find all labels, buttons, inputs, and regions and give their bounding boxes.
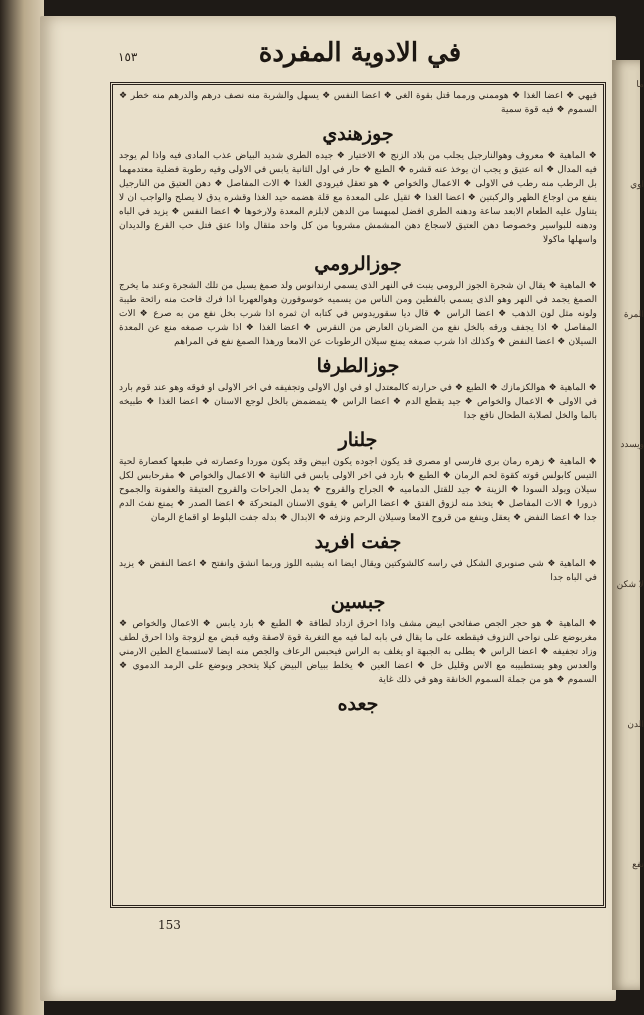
next-page-edge	[612, 60, 644, 990]
entry-juda	[119, 691, 597, 717]
next-page-fragment: اوي	[630, 180, 644, 190]
entry-text: ❖ الماهية ❖ شي صنوبري الشكل في راسه كالشوكتين ويقال ايضا انه يشبه اللوز وربما انشق وانفتح ❖ اعضا النفض ❖ يزيد في الباه جدا	[119, 558, 597, 583]
entry-jibsin	[119, 589, 597, 687]
entry-julnar	[119, 427, 597, 525]
next-page-fragment: لا شكن	[616, 580, 644, 590]
entry-heading: جوزهندي	[322, 123, 394, 145]
entry-text: ❖ الماهية ❖ هوالكزمازك ❖ الطبع ❖ في حرارته كالمعتدل او في اول الاولى وتجفيفه في اخر الاولى او فوقه وهو عند قوم بارد في الاولى ❖ الاعمال والخواص ❖ جيد يقطع الدم ❖ اعضا الراس ❖ يتمضمض بالخل لوجع الاسنان ❖ اعضا الغذا ❖ طبيخه بالما والخل لصلابة الطحال نافع جدا	[119, 382, 597, 421]
page-number-bottom: 153	[158, 918, 181, 932]
entry-heading: جوزالطرفا	[316, 355, 400, 377]
entry-text: ❖ الماهية ❖ زهره رمان بري فارسي او مصري قد يكون اجوده يكون ابيض وقد يكون موردا وعصارته في طبعها كعصارة لحية التيس كابولس قوته كقوة لحم الرمان ❖ الطبع ❖ بارد في اخر الاولى يابس في الثانية ❖ الاعمال والخواص ❖ مقرحابس لكل سيلان ويولد السودا ❖ الزينة ❖ جيد للقتل الدماميه ❖ الجراح والقروح ❖ يدمل الجراحات والقروح العتيقة والعفونة والجموح ذرورا ❖ الات المفاصل ❖ يتخذ منه لزوق الفتق ❖ اعضا الراس ❖ يقوي الاسنان المتحركة ❖ اعضا الصدر ❖ يمنع نفث الدم جدا ❖ اعضا النفض ❖ يعقل وينفع من قروح الامعا وسيلان الرحم ونزفه ❖ الابدال ❖ بدله جفت البلوط او اقماع الرمان	[119, 456, 597, 523]
entry-heading: جعده	[337, 693, 379, 715]
entry-jawz-hindi	[119, 121, 597, 247]
next-page-fragment: ما	[636, 80, 644, 90]
entry-text: ❖ الماهية ❖ معروف وهوالنارجيل يجلب من بلاد الزنج ❖ الاختيار ❖ جيده الطري شديد البياض عذب المادى فيه واذا لم يوجد فيه المدال ❖ انه عتيق و يجب ان يوخذ عنه قشره ❖ الطبع ❖ حار في اول الثانية يابس في الاولى وفيه رطوبة فضلية معتدمهما بل الرطب منه رطب في الاولى ❖ الاعمال والخواص ❖ هو تعقل فيرودي الغذا ❖ الات المفاصل ❖ دهن العتيق من النارجيل ينفع من اوجاع الظهر والركبتين ❖ اعضا الغذا ❖ ثقيل على المعدة مع قلة هضمه حيد الغذا وقشره يدق لا يصلح والواجب ان لا يتناول عليه الطعام الابعد ساعة ودهنه الطري افضل لمبهسا من الدهن لابلزم المعدة ولارخوها ❖ اعضا النفس ❖ يزيد في الباه ودهنه للبواسير وخصوصا دهن العتيق لاسجاع دهن المشمش مشروبا من كل واحد مثقال واذا عتق فتل حب القرع والديدان واسهلها ماكولا	[119, 150, 597, 245]
running-head	[120, 30, 600, 74]
entry-text: ❖ الماهية ❖ هو حجر الجص صفائحي ابيض مشف واذا احرق ازداد لطافة ❖ الطبع ❖ بارد يابس ❖ الاعمال والخواص ❖ مغربوضع على نواحي النزوف فيقطعه على ما يقال في بابه لما فيه مع التغرية قوة لاصقة وفيه قبض مع لزوجة واذا احرق لطف وزاد تجفيفه ❖ اعضا الراس ❖ يطلى به الجبهة او يغلف به الراس فيحبس الرعاف والجص منه ايضا لاستسماع الطين الارمني والعدس وهو يستطبيبه مع الاس وقليل خل ❖ اعضا العين ❖ يخلط ببياض البيض كيلا يتحجر ويوضع على الرمد الدموي ❖ السموم ❖ هو من جملة السموم الخانقة وهو في ذلك غاية	[119, 618, 597, 685]
next-page-fragment: الدن	[627, 720, 644, 730]
entry-juft-afrid	[119, 529, 597, 585]
page-title: في الادوية المفردة	[258, 38, 462, 68]
entry-heading: جوزالرومي	[314, 253, 402, 275]
next-page-fragment: نفع	[632, 860, 644, 870]
next-page-fragment: المرة	[623, 310, 644, 320]
entry-continuation	[119, 89, 597, 117]
book-spine-edge	[0, 0, 44, 1015]
next-page-fragment: ويسدد	[620, 440, 644, 450]
entry-jawz-tarfa	[119, 353, 597, 423]
entry-heading: جبسين	[330, 591, 386, 613]
entry-text: فيهي ❖ اعضا الغذا ❖ هوممني ورمما قتل بقوة الغي ❖ اعضا النفس ❖ يسهل والشربة منه نصف درهم والدرهم منه خطر ❖ السموم ❖ فيه قوة سمية	[119, 90, 597, 115]
entry-heading: جفت افريد	[314, 531, 402, 553]
text-body	[119, 89, 597, 901]
entry-heading: جلنار	[338, 429, 378, 451]
entry-text: ❖ الماهية ❖ يقال ان شجرة الجوز الرومي ينبت في النهر الذي يسمي ارندانوس ولد صمغ يسيل من تلك الشجرة وعند ما يخرج الصمغ يجمد في النهر وهو الذي يسمي بالفطين ومن الناس من يسميه خوسوفورن وهوالعهربا اذا فرك فاحت منه رائحة طيبة ولونه مثل لون الذهب ❖ اعضا الراس ❖ قال ديا سقوريدوس في كتابه ان ثمره اذا شرب بخل نفع من به صرع ❖ الات المفاصل ❖ اذا يجفف ورقه بالخل نفع من الضربان العارض من النقرس ❖ اعضا الغذا ❖ اذا شرب صمغه منع عن المعدة السيلان ❖ اعضا النفض ❖ وكذلك اذا شرب صمغه يمنع سيلان الرطوبات عن الامعا ورهذا الصمغ نفع في المراهم	[119, 280, 597, 347]
entry-jawz-rumi	[119, 251, 597, 349]
page-number-top: ١٥٣	[118, 50, 138, 64]
text-frame	[110, 82, 606, 908]
